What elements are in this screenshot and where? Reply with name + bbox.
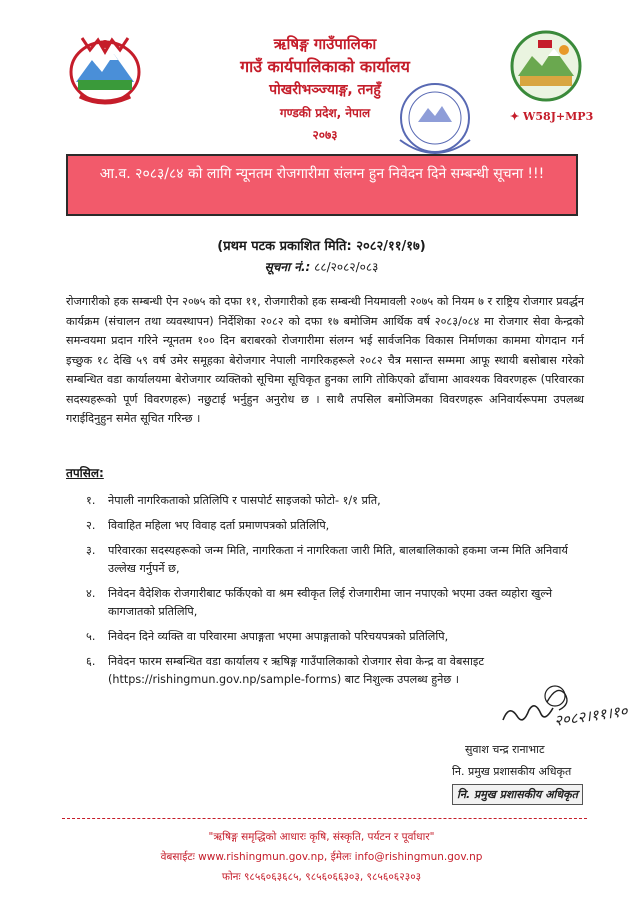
list-item bbox=[86, 585, 586, 621]
plus-code: ✦ W58J+MP3 bbox=[510, 110, 594, 123]
svg-text:२०८२।११।१०: २०८२।११।१० bbox=[553, 701, 629, 730]
list-item-text: निवेदन दिने व्यक्ति वा परिवारमा अपाङ्गता भएमा अपाङ्गताको परिचयपत्रको प्रतिलिपि, bbox=[108, 630, 449, 643]
notice-title-banner: आ.व. २०८३/८४ को लागि न्यूनतम रोजगारीमा संलग्न हुन निवेदन दिने सम्बन्धी सूचना !!! bbox=[66, 154, 578, 216]
list-item-number: १. bbox=[86, 494, 96, 507]
list-item bbox=[86, 628, 586, 646]
header-municipality-name: ऋषिङ्ग गाउँपालिका bbox=[273, 35, 377, 53]
footer-phones: फोनः ९८५६०६३६८५, ९८५६०६६३०३, ९८५६०६२३०३ bbox=[221, 871, 422, 883]
header-province: गण्डकी प्रदेश, नेपाल bbox=[279, 106, 371, 120]
signatory-stamp: नि. प्रमुख प्रशासकीय अधिकृत bbox=[452, 784, 583, 805]
handwritten-signature-icon bbox=[495, 680, 635, 745]
header-year: २०७३ bbox=[312, 128, 338, 142]
list-item bbox=[86, 542, 586, 578]
list-item bbox=[86, 517, 586, 535]
list-item-text: विवाहित महिला भए विवाह दर्ता प्रमाणपत्रको प्रतिलिपि, bbox=[108, 519, 330, 532]
list-item-number: ४. bbox=[86, 587, 96, 600]
header-location: पोखरीभञ्ज्याङ्ग, तनहुँ bbox=[269, 82, 381, 98]
publication-date: (प्रथम पटक प्रकाशित मिति: २०८२/११/१७) bbox=[217, 239, 426, 254]
list-item-number: २. bbox=[86, 519, 96, 532]
signatory-name: सुवाश चन्द्र रानाभाट bbox=[465, 743, 545, 756]
body-paragraph: रोजगारीको हक सम्बन्धी ऐन २०७५ को दफा ११, रोजगारीको हक सम्बन्धी नियमावली २०७५ को नियम ७ र राष्ट्रिय रोजगार प्रवर्द्धन कार्यक्रम (संचालन तथा व्यवस्थापन) निर्देशिका २०८२ को दफा १७ बमोजिम आर्थिक वर्ष २०८३/०८४ मा रोजगार सेवा केन्द्रको समन्वयमा प्रदान गरिने न्यूनतम १०० दिन बराबरको रोजगारीमा संलग्न भई सार्वजनिक विकास निर्माणका काममा योगदान गर्न इच्छुक १८ देखि ५९ वर्ष उमेर समूहका बेरोजगार नेपाली नागरिकहरूले २०८२ चैत्र मसान्त सम्ममा आफू स्थायी बसोबास गरेको सम्बन्धित वडा कार्यालयमा बेरोजगार व्यक्तिको सूचिमा सूचिकृत हुनका लागि तोकिएको ढाँचामा आवश्यक विवरणहरू (परिवारका सदस्यहरूको पूर्ण विवरणहरू) नछुटाई भर्नुहुन अनुरोध छ । साथै तपसिल बमोजिमका विवरणहरू अनिवार्यरूपमा उपलब्ध गराईदिनुहुन समेत सूचित गरिन्छ । bbox=[66, 295, 584, 425]
list-item-text: निवेदन फारम सम्बन्धित वडा कार्यालय र ऋषिङ्ग गाउँपालिकाको रोजगार सेवा केन्द्र वा वेबसाइट (https://rishingmun.gov.np/sample-forms) बाट निशुल्क उपलब्ध हुनेछ । bbox=[108, 655, 484, 686]
list-item-number: ६. bbox=[86, 655, 96, 668]
list-item-text: नेपाली नागरिकताको प्रतिलिपि र पासपोर्ट साइजको फोटो- १/१ प्रति, bbox=[108, 494, 381, 507]
list-item bbox=[86, 492, 586, 510]
list-item-number: ३. bbox=[86, 544, 96, 557]
footer-divider bbox=[62, 818, 587, 819]
municipality-logo-icon bbox=[508, 28, 584, 104]
reference-label: सूचना नं.: bbox=[264, 260, 311, 274]
reference-value: ८८/२०८२/०८३ bbox=[314, 260, 379, 274]
footer-contact: वेबसाईटः www.rishingmun.gov.np, ईमेलः info@rishingmun.gov.np bbox=[160, 851, 483, 863]
reference-number bbox=[0, 258, 643, 275]
requirements-list bbox=[86, 492, 586, 696]
header-office-name: गाउँ कार्यपालिकाको कार्यालय bbox=[240, 57, 410, 76]
footer-slogan: "ऋषिङ्ग समृद्धिको आधारः कृषि, संस्कृति, पर्यटन र पूर्वाधार" bbox=[208, 831, 435, 843]
signatory-title: नि. प्रमुख प्रशासकीय अधिकृत bbox=[452, 765, 572, 778]
list-item-number: ५. bbox=[86, 630, 96, 643]
list-item-text: निवेदन वैदेशिक रोजगारीबाट फर्किएको वा श्रम स्वीकृत लिई रोजगारीमा जान नपाएको भएमा उक्त व्यहोरा खुल्ने कागजातको प्रतिलिपि, bbox=[108, 587, 553, 618]
list-heading: तपसिल: bbox=[66, 466, 104, 480]
nepal-emblem-icon bbox=[62, 30, 148, 110]
list-item-text: परिवारका सदस्यहरूको जन्म मिति, नागरिकता नं नागरिकता जारी मिति, बालबालिकाको हकमा जन्म मिति अनिवार्य उल्लेख गर्नुपर्ने छ, bbox=[108, 544, 568, 575]
